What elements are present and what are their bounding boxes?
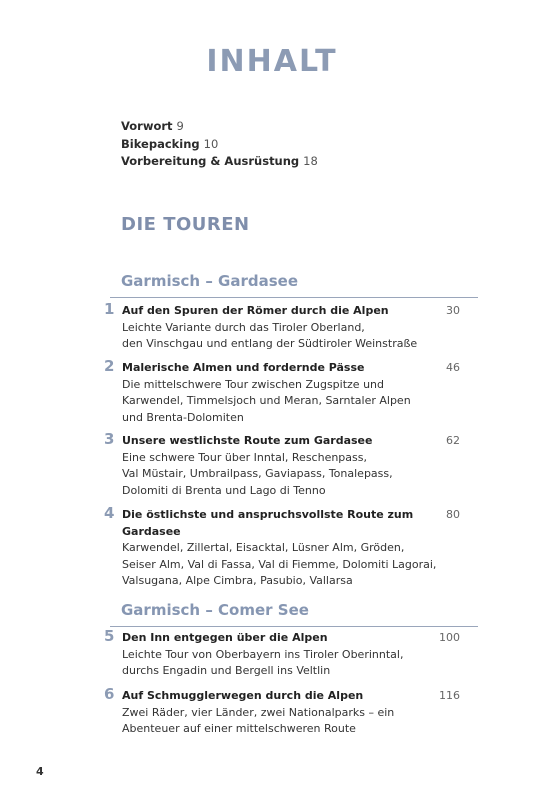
tour-description-line: Die mittelschwere Tour zwischen Zugspitze und [122, 377, 384, 391]
tour-page-number: 62 [446, 434, 460, 447]
tour-description-line: Valsugana, Alpe Cimbra, Pasubio, Vallarsa [122, 574, 353, 587]
tour-description-line: den Vinschgau und entlang der Südtiroler Weinstraße [122, 337, 418, 350]
tour-description-line: Leichte Tour von Oberbayern ins Tiroler Oberinntal, [122, 647, 404, 661]
tour-page-number: 46 [446, 361, 460, 374]
tour-description-line: Karwendel, Timmelsjoch und Meran, Sarntaler Alpen [122, 394, 411, 407]
front-matter-item [121, 153, 318, 171]
tour-description-line: Leichte Variante durch das Tiroler Oberland, [122, 320, 365, 334]
page-folio: 4 [36, 765, 44, 778]
front-matter-item [121, 136, 318, 154]
section-title: DIE TOUREN [121, 214, 250, 235]
tour-number: 1 [104, 300, 115, 318]
front-matter-list [121, 118, 318, 171]
tour-title: Die östlichste und anspruchsvollste Route zum Gardasee [122, 508, 414, 538]
tour-number: 5 [104, 627, 115, 645]
tour-number: 6 [104, 685, 115, 703]
toc-entry [104, 685, 474, 738]
toc-entry [104, 504, 474, 590]
tour-page-number: 80 [446, 508, 460, 521]
toc-entry [104, 300, 474, 353]
front-matter-item [121, 118, 318, 136]
tour-number: 4 [104, 504, 115, 522]
tour-title: Auf Schmugglerwegen durch die Alpen [122, 689, 364, 702]
tour-title: Auf den Spuren der Römer durch die Alpen [122, 304, 389, 317]
region-title: Garmisch – Comer See [121, 601, 309, 619]
tour-title: Malerische Almen und fordernde Pässe [122, 361, 365, 374]
tour-title: Den Inn entgegen über die Alpen [122, 631, 328, 644]
tour-description-line: Karwendel, Zillertal, Eisacktal, Lüsner Alm, Gröden, [122, 541, 405, 554]
region-divider [110, 297, 478, 298]
toc-entry [104, 430, 474, 499]
region-divider [110, 626, 478, 627]
tour-description-line: Eine schwere Tour über Inntal, Reschenpass, [122, 450, 367, 464]
front-matter-page: 9 [176, 119, 184, 133]
tour-description-line: durchs Engadin und Bergell ins Veltlin [122, 664, 331, 677]
page-title: INHALT [206, 44, 338, 79]
front-matter-label: Bikepacking [121, 136, 200, 151]
front-matter-label: Vorbereitung & Ausrüstung [121, 154, 300, 168]
region-title: Garmisch – Gardasee [121, 272, 299, 290]
tour-description-line: Seiser Alm, Val di Fassa, Val di Fiemme, Dolomiti Lagorai, [122, 557, 437, 571]
tour-page-number: 30 [446, 304, 460, 317]
tour-page-number: 100 [439, 631, 460, 644]
front-matter-page: 10 [203, 136, 219, 151]
tour-number: 3 [104, 430, 115, 448]
tour-description-line: Zwei Räder, vier Länder, zwei Nationalparks – ein [122, 705, 395, 719]
toc-entry [104, 627, 474, 680]
tour-description-line: Abenteuer auf einer mittelschweren Route [122, 722, 356, 735]
front-matter-page: 18 [303, 154, 318, 168]
tour-number: 2 [104, 357, 115, 375]
tour-page-number: 116 [439, 689, 460, 702]
front-matter-label: Vorwort [121, 119, 173, 133]
toc-entry [104, 357, 474, 426]
tour-description-line: Val Müstair, Umbrailpass, Gaviapass, Tonalepass, [122, 467, 393, 480]
tour-description-line: und Brenta-Dolomiten [122, 410, 244, 424]
tour-title: Unsere westlichste Route zum Gardasee [122, 434, 373, 447]
tour-description-line: Dolomiti di Brenta und Lago di Tenno [122, 483, 326, 497]
